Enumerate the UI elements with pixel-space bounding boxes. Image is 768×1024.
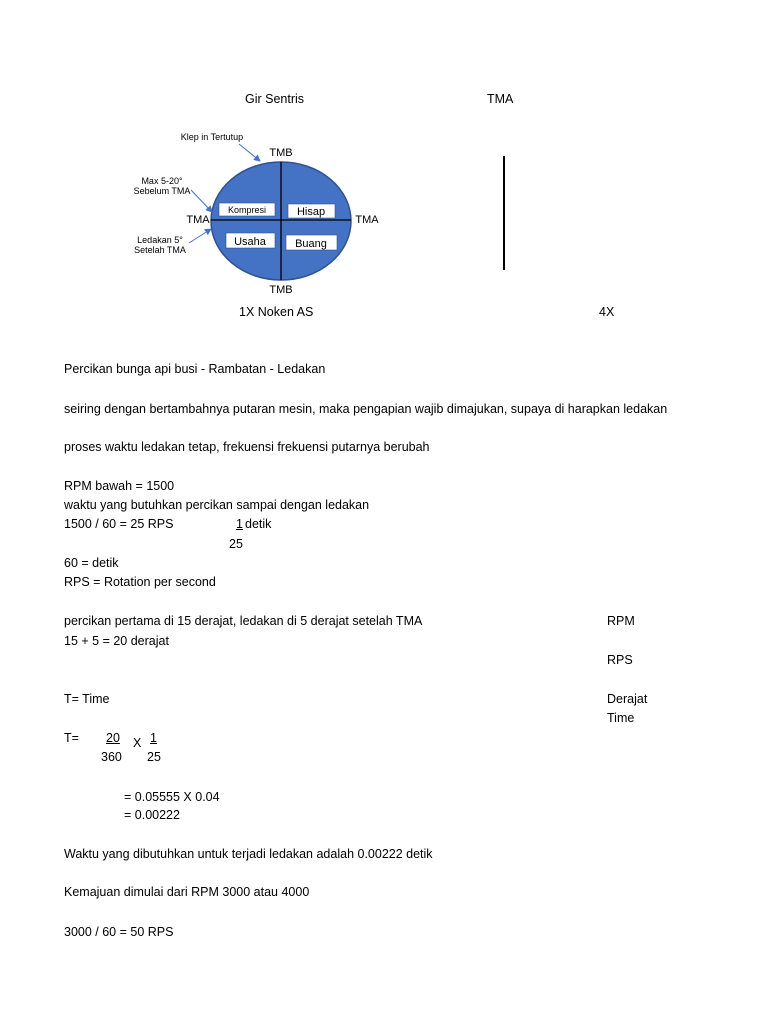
- formula-t-label: T=: [64, 731, 79, 745]
- klep-arrow: [239, 144, 260, 161]
- fraction1-denominator: 25: [229, 537, 243, 551]
- text-line-7: 60 = detik: [64, 556, 119, 570]
- tmb-top-label: TMB: [269, 147, 293, 159]
- calc-line-2: = 0.00222: [124, 808, 180, 822]
- max-annotation-line2: Sebelum TMA: [133, 186, 191, 196]
- max-annotation-line1: Max 5-20°: [141, 176, 183, 186]
- noken-as-label: 1X Noken AS: [239, 305, 314, 319]
- text-line-13: Kemajuan dimulai dari RPM 3000 atau 4000: [64, 885, 310, 899]
- gir-sentris-label: Gir Sentris: [245, 92, 305, 106]
- engine-cycle-diagram: [0, 0, 768, 330]
- calc-line-1: = 0.05555 X 0.04: [124, 790, 220, 804]
- fraction3-numerator: 1: [150, 731, 157, 745]
- ledakan-annotation-line2: Setelah TMA: [134, 245, 186, 255]
- fraction3-denominator: 25: [147, 750, 161, 764]
- text-line-4: RPM bawah = 1500: [64, 479, 175, 493]
- klep-annotation: Klep in Tertutup: [180, 132, 244, 142]
- fraction2-numerator: 20: [106, 731, 120, 745]
- text-line-3: proses waktu ledakan tetap, frekuensi frekuensi putarnya berubah: [64, 440, 430, 454]
- text-line-11: T= Time: [64, 692, 110, 706]
- tma-header-label: TMA: [487, 92, 514, 106]
- kompresi-label: Kompresi: [227, 205, 267, 215]
- max-arrow: [191, 190, 212, 212]
- side-time-label: Time: [607, 711, 635, 725]
- four-x-label: 4X: [599, 305, 615, 319]
- tma-left-label: TMA: [186, 214, 210, 226]
- side-derajat-label: Derajat: [607, 692, 648, 706]
- fraction2-denominator: 360: [101, 750, 122, 764]
- hisap-label: Hisap: [296, 206, 326, 218]
- text-line-6: 1500 / 60 = 25 RPS: [64, 517, 174, 531]
- text-line-10: 15 + 5 = 20 derajat: [64, 634, 169, 648]
- ledakan-annotation-line1: Ledakan 5°: [137, 235, 183, 245]
- buang-label: Buang: [295, 238, 327, 250]
- text-line-12: Waktu yang dibutuhkan untuk terjadi ledakan adalah 0.00222 detik: [64, 847, 433, 861]
- side-rpm-label: RPM: [607, 614, 635, 628]
- text-line-2: seiring dengan bertambahnya putaran mesin, maka pengapian wajib dimajukan, supaya di harapkan ledakan: [64, 402, 668, 416]
- text-line-14: 3000 / 60 = 50 RPS: [64, 925, 174, 939]
- ledakan-arrow: [189, 229, 211, 243]
- text-line-1: Percikan bunga api busi - Rambatan - Ledakan: [64, 362, 326, 376]
- text-line-9: percikan pertama di 15 derajat, ledakan di 5 derajat setelah TMA: [64, 614, 423, 628]
- fraction1-unit: detik: [245, 517, 272, 531]
- tma-right-label: TMA: [355, 214, 379, 226]
- usaha-label: Usaha: [234, 236, 266, 248]
- text-line-8: RPS = Rotation per second: [64, 575, 216, 589]
- tmb-bottom-label: TMB: [269, 284, 293, 296]
- side-rps-label: RPS: [607, 653, 633, 667]
- fraction1-numerator: 1: [236, 517, 243, 531]
- text-line-5: waktu yang butuhkan percikan sampai dengan ledakan: [64, 498, 370, 512]
- multiply-sign: X: [133, 736, 142, 750]
